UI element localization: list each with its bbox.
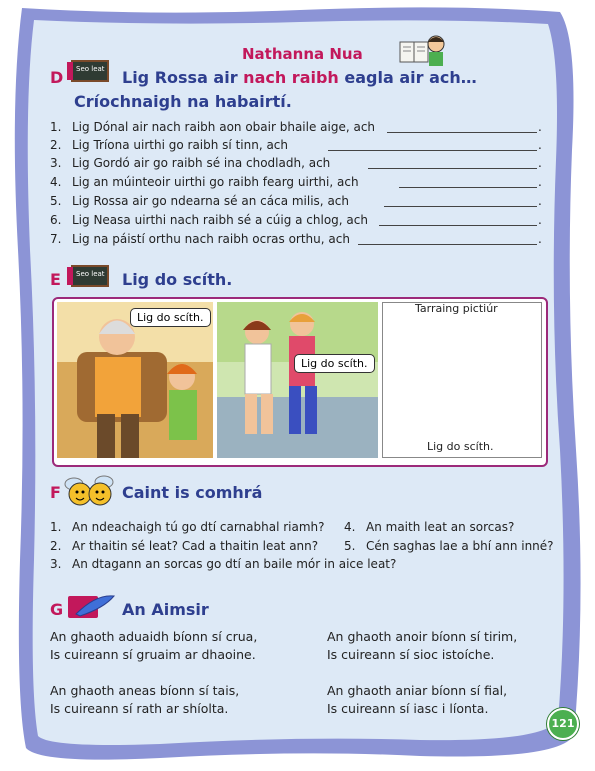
red-feather-icon xyxy=(66,592,116,622)
item-number: 1. xyxy=(50,520,62,534)
section-e-title: Lig do scíth. xyxy=(122,270,233,289)
item-number: 3. xyxy=(50,156,62,170)
item-text: Lig na páistí orthu nach raibh ocras orthu, ach xyxy=(72,232,350,246)
question-item xyxy=(50,557,396,571)
item-number: 2. xyxy=(50,539,62,553)
speech-bubble: Lig do scíth. xyxy=(130,308,211,327)
end-mark: . xyxy=(538,213,542,227)
poem-line: Is cuireann sí iasc i líonta. xyxy=(327,701,489,716)
section-g-title: An Aimsir xyxy=(122,600,209,619)
item-number: 5. xyxy=(50,194,62,208)
poem-line: Is cuireann sí sioc istoíche. xyxy=(327,647,495,662)
answer-blank-2[interactable] xyxy=(328,140,537,151)
tag-label: Seo leat xyxy=(76,65,105,73)
poem-stanza xyxy=(327,628,517,664)
list-item xyxy=(50,194,349,208)
section-g-letter: G xyxy=(50,600,64,619)
item-text: Lig Rossa air go ndearna sé an cáca milis, ach xyxy=(72,194,349,208)
poem-line: An ghaoth aniar bíonn sí fial, xyxy=(327,683,508,698)
drawing-box-caption: Lig do scíth. xyxy=(427,440,494,453)
question-item xyxy=(344,539,554,553)
item-number: 1. xyxy=(50,120,62,134)
end-mark: . xyxy=(538,194,542,208)
title-highlight: nach raibh xyxy=(243,68,339,87)
item-number: 2. xyxy=(50,138,62,152)
answer-blank-4[interactable] xyxy=(399,177,537,188)
item-text: Lig an múinteoir uirthi go raibh fearg uirthi, ach xyxy=(72,175,359,189)
poem-stanza xyxy=(50,628,257,664)
chalkboard-sign-icon xyxy=(67,59,111,83)
question-item xyxy=(50,520,325,534)
item-text: Ar thaitin sé leat? Cad a thaitin leat ann? xyxy=(72,539,319,553)
end-mark: . xyxy=(538,138,542,152)
end-mark: . xyxy=(538,232,542,246)
children-running-picture xyxy=(217,302,378,458)
item-text: Lig Gordó air go raibh sé ina chodladh, ach xyxy=(72,156,331,170)
answer-blank-5[interactable] xyxy=(384,196,537,207)
item-text: An ndeachaigh tú go dtí carnabhal riamh? xyxy=(72,520,325,534)
answer-blank-3[interactable] xyxy=(368,158,537,169)
title-part: Lig Rossa air xyxy=(122,68,244,87)
item-number: 6. xyxy=(50,213,62,227)
question-item xyxy=(344,520,514,534)
poem-stanza xyxy=(50,682,239,718)
item-number: 3. xyxy=(50,557,62,571)
poem-line: Is cuireann sí rath ar shíolta. xyxy=(50,701,229,716)
answer-blank-6[interactable] xyxy=(379,215,537,226)
boy-reading-icon xyxy=(398,32,448,68)
item-text: Lig Tríona uirthi go raibh sí tinn, ach xyxy=(72,138,288,152)
answer-blank-1[interactable] xyxy=(387,122,537,133)
list-item xyxy=(50,120,375,134)
item-number: 4. xyxy=(344,520,356,534)
item-number: 4. xyxy=(50,175,62,189)
list-item xyxy=(50,175,359,189)
chalkboard-sign-icon xyxy=(67,264,111,288)
end-mark: . xyxy=(538,156,542,170)
tag-label: Seo leat xyxy=(76,270,105,278)
section-d-title xyxy=(122,68,477,87)
item-number: 7. xyxy=(50,232,62,246)
item-text: An maith leat an sorcas? xyxy=(366,520,515,534)
end-mark: . xyxy=(538,120,542,134)
title-part: eagla air ach… xyxy=(338,68,477,87)
poem-line: An ghaoth anoir bíonn sí tirim, xyxy=(327,629,518,644)
poem-line: An ghaoth aneas bíonn sí tais, xyxy=(50,683,240,698)
drawing-box[interactable] xyxy=(382,302,542,458)
poem-line: Is cuireann sí gruaim ar dhaoine. xyxy=(50,647,256,662)
list-item xyxy=(50,138,288,152)
list-item xyxy=(50,156,330,170)
item-text: Cén saghas lae a bhí ann inné? xyxy=(366,539,554,553)
poem-line: An ghaoth aduaidh bíonn sí crua, xyxy=(50,629,258,644)
poem-stanza xyxy=(327,682,507,718)
section-d-letter: D xyxy=(50,68,64,87)
page-number-badge: 121 xyxy=(547,708,579,740)
item-text: Lig Dónal air nach raibh aon obair bhaile aige, ach xyxy=(72,120,376,134)
item-number: 5. xyxy=(344,539,356,553)
end-mark: . xyxy=(538,175,542,189)
page-title: Nathanna Nua xyxy=(242,45,363,63)
section-d-subtitle: Críochnaigh na habairtí. xyxy=(74,92,292,111)
section-f-letter: F xyxy=(50,483,61,502)
drawing-box-label: Tarraing pictiúr xyxy=(415,302,498,315)
section-e-letter: E xyxy=(50,270,61,289)
answer-blank-7[interactable] xyxy=(358,234,537,245)
list-item xyxy=(50,232,350,246)
question-item xyxy=(50,539,318,553)
list-item xyxy=(50,213,368,227)
speech-bubble: Lig do scíth. xyxy=(294,354,375,373)
item-text: Lig Neasa uirthi nach raibh sé a cúig a chlog, ach xyxy=(72,213,368,227)
talking-bees-icon xyxy=(64,474,116,508)
item-text: An dtagann an sorcas go dtí an baile mór in aice leat? xyxy=(72,557,397,571)
section-f-title: Caint is comhrá xyxy=(122,483,263,502)
